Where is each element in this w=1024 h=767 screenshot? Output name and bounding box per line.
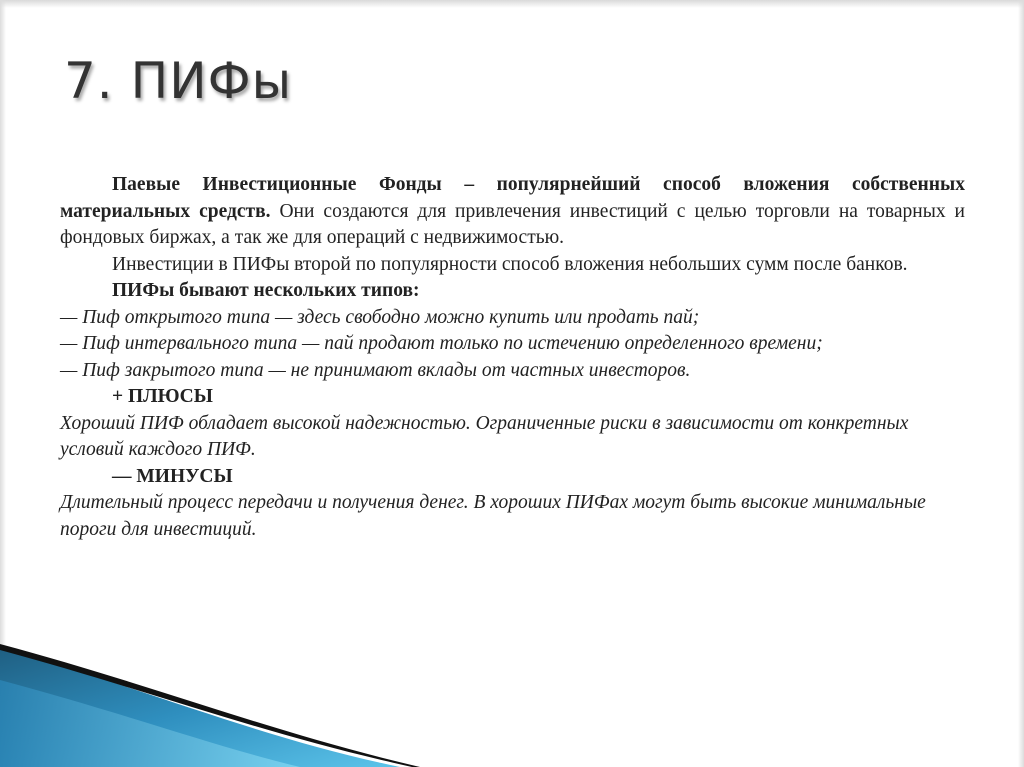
slide-right-shadow — [1018, 0, 1024, 767]
wave-black-line — [0, 644, 420, 767]
type-item-interval: — Пиф интервального типа — пай продают только по истечению определенного времени; — [60, 333, 823, 354]
type-item-closed: — Пиф закрытого типа — не принимают вклады от частных инвесторов. — [60, 359, 691, 381]
cons-heading: — МИНУСЫ — [112, 465, 233, 487]
intro-bold-text: Паевые Инвестиционные Фонды – популярнейший способ вложения собственных материальных средств. — [60, 174, 965, 222]
pros-text: Хороший ПИФ обладает высокой надежностью. Ограниченные риски в зависимости от конкретных условий каждого ПИФ. — [60, 412, 909, 460]
types-heading: ПИФы бывают нескольких типов: — [112, 280, 420, 301]
wave-dark-band — [0, 648, 400, 767]
intro-paragraph — [60, 172, 965, 252]
pros-heading: + ПЛЮСЫ — [112, 386, 213, 407]
bottom-wave-decoration — [0, 620, 1024, 767]
intro-rest-text: Они создаются для привлечения инвестиций с целью торговли на товарных и фондовых биржах, а так же для операций с недвижимостью. — [60, 200, 965, 248]
wave-light-band — [0, 680, 300, 767]
type-item-open: — Пиф открытого типа — здесь свободно можно купить или продать пай; — [60, 306, 700, 328]
slide-left-shadow — [0, 0, 6, 767]
cons-text: Длительный процесс передачи и получения денег. В хороших ПИФах могут быть высокие минимальные пороги для инвестиций. — [60, 492, 926, 540]
slide-body — [60, 172, 965, 543]
popularity-paragraph: Инвестиции в ПИФы второй по популярности способ вложения небольших сумм после банков. — [112, 253, 908, 275]
slide-title: 7. ПИФы — [64, 52, 293, 110]
slide-top-shadow — [0, 0, 1024, 8]
